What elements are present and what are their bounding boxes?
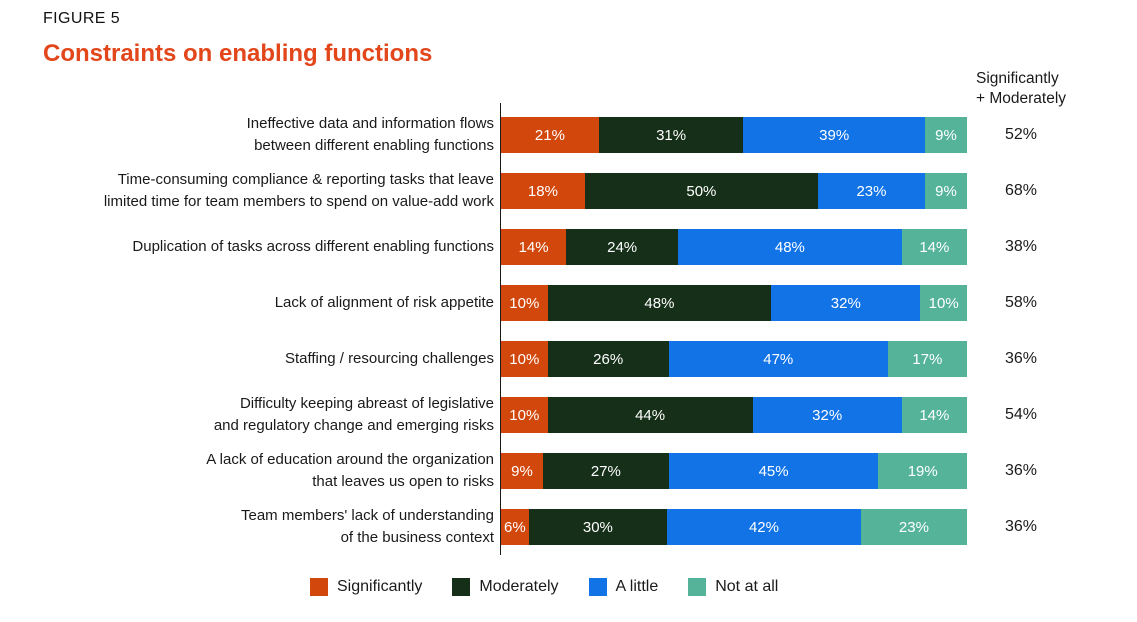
- chart-row: [0, 163, 1137, 219]
- bar-segment-value: 10%: [509, 294, 540, 312]
- bar-segment-value: 24%: [607, 238, 638, 256]
- bar-segment-value: 10%: [928, 294, 959, 312]
- category-label: [30, 331, 494, 387]
- chart-row: [0, 443, 1137, 499]
- bar-segment-value: 32%: [830, 294, 861, 312]
- bar-segment-significantly: [501, 229, 566, 265]
- combined-value: 36%: [1004, 350, 1038, 367]
- bar-segment-moderately: [548, 285, 772, 321]
- bar-segment-value: 27%: [590, 462, 621, 480]
- bar-segment-value: 21%: [534, 126, 565, 144]
- bar-segment-value: 14%: [919, 406, 950, 424]
- stacked-bar: [501, 397, 967, 433]
- bar-segment-value: 6%: [503, 518, 526, 536]
- legend-label: Not at all: [715, 578, 779, 595]
- chart-title: Constraints on enabling functions: [43, 40, 433, 67]
- bar-segment-moderately: [529, 509, 667, 545]
- legend-item-significantly: [310, 578, 422, 596]
- combined-column-header-line1: Significantly: [976, 70, 1059, 87]
- category-label-line: and regulatory change and emerging risks: [213, 417, 494, 434]
- bar-segment-a_little: [771, 285, 920, 321]
- bar-segment-value: 48%: [774, 238, 805, 256]
- category-label: [30, 443, 494, 499]
- bar-segment-significantly: [501, 117, 599, 153]
- category-label: [30, 163, 494, 219]
- bar-segment-not_at_all: [902, 397, 967, 433]
- stacked-bar: [501, 229, 967, 265]
- combined-value: 38%: [1004, 238, 1038, 255]
- category-label: [30, 499, 494, 555]
- legend-label: A little: [615, 578, 659, 595]
- stacked-bar: [501, 341, 967, 377]
- legend-label: Significantly: [337, 578, 423, 595]
- category-label: [30, 107, 494, 163]
- combined-value: 58%: [1004, 294, 1038, 311]
- bar-segment-moderately: [543, 453, 669, 489]
- stacked-bar: [501, 509, 967, 545]
- bar-segment-value: 44%: [635, 406, 666, 424]
- bar-segment-value: 18%: [527, 182, 558, 200]
- chart-legend: [310, 578, 778, 596]
- category-label-line: of the business context: [340, 529, 494, 546]
- bar-segment-not_at_all: [920, 285, 967, 321]
- bar-segment-value: 39%: [819, 126, 850, 144]
- combined-column-header-line2: + Moderately: [976, 90, 1067, 107]
- bar-segment-value: 45%: [758, 462, 789, 480]
- stacked-bar: [501, 285, 967, 321]
- bar-segment-moderately: [599, 117, 743, 153]
- category-label-line: Lack of alignment of risk appetite: [274, 294, 494, 311]
- combined-value: 52%: [1004, 126, 1038, 143]
- category-label: [30, 387, 494, 443]
- legend-item-not_at_all: [688, 578, 778, 596]
- bar-segment-value: 9%: [935, 126, 957, 144]
- category-label-line: Time-consuming compliance & reporting tasks that leave: [117, 171, 494, 188]
- combined-value: 36%: [1004, 462, 1038, 479]
- combined-column-header: [976, 69, 1066, 109]
- category-label-line: between different enabling functions: [254, 137, 494, 154]
- chart-row: [0, 499, 1137, 555]
- bar-segment-value: 42%: [748, 518, 779, 536]
- category-label-line: Staffing / resourcing challenges: [284, 350, 494, 367]
- legend-swatch-not_at_all: [688, 578, 706, 596]
- legend-swatch-a_little: [589, 578, 607, 596]
- chart-row: [0, 331, 1137, 387]
- bar-segment-value: 32%: [812, 406, 843, 424]
- bar-segment-value: 31%: [656, 126, 687, 144]
- bar-segment-value: 47%: [763, 350, 794, 368]
- bar-segment-significantly: [501, 285, 548, 321]
- bar-segment-moderately: [566, 229, 678, 265]
- stacked-bar: [501, 173, 967, 209]
- bar-segment-moderately: [548, 341, 669, 377]
- bar-segment-significantly: [501, 397, 548, 433]
- bar-segment-value: 10%: [509, 406, 540, 424]
- bar-segment-value: 9%: [935, 182, 957, 200]
- bar-segment-moderately: [548, 397, 753, 433]
- bar-segment-not_at_all: [925, 173, 967, 209]
- bar-segment-significantly: [501, 173, 585, 209]
- bar-segment-a_little: [669, 341, 888, 377]
- bar-segment-value: 48%: [644, 294, 675, 312]
- bar-segment-value: 10%: [509, 350, 540, 368]
- bar-segment-value: 50%: [686, 182, 717, 200]
- bar-segment-not_at_all: [861, 509, 967, 545]
- category-label-line: that leaves us open to risks: [312, 473, 494, 490]
- legend-item-a_little: [589, 578, 659, 596]
- legend-item-moderately: [452, 578, 558, 596]
- category-label-line: Difficulty keeping abreast of legislative: [239, 395, 494, 412]
- bar-segment-significantly: [501, 509, 529, 545]
- bar-segment-value: 14%: [919, 238, 950, 256]
- bar-segment-a_little: [667, 509, 861, 545]
- bar-segment-value: 9%: [511, 462, 533, 480]
- chart-row: [0, 387, 1137, 443]
- bar-segment-value: 23%: [856, 182, 887, 200]
- bar-segment-not_at_all: [888, 341, 967, 377]
- bar-segment-a_little: [678, 229, 902, 265]
- category-label-line: Ineffective data and information flows: [246, 115, 494, 132]
- chart-row: [0, 275, 1137, 331]
- chart-row: [0, 107, 1137, 163]
- stacked-bar: [501, 117, 967, 153]
- category-label-line: limited time for team members to spend on value-add work: [103, 193, 494, 210]
- chart-row: [0, 219, 1137, 275]
- bar-segment-value: 19%: [907, 462, 938, 480]
- bar-segment-significantly: [501, 341, 548, 377]
- category-label-line: Team members' lack of understanding: [241, 507, 494, 524]
- category-label: [30, 219, 494, 275]
- bar-segment-value: 17%: [912, 350, 943, 368]
- figure-label: FIGURE 5: [43, 10, 120, 27]
- stacked-bar: [501, 453, 967, 489]
- bar-segment-a_little: [753, 397, 902, 433]
- bar-segment-a_little: [743, 117, 925, 153]
- combined-value: 68%: [1004, 182, 1038, 199]
- bar-segment-a_little: [669, 453, 879, 489]
- bar-segment-value: 30%: [582, 518, 613, 536]
- category-label-line: A lack of education around the organization: [206, 451, 494, 468]
- bar-segment-moderately: [585, 173, 818, 209]
- combined-value: 54%: [1004, 406, 1038, 423]
- bar-segment-not_at_all: [925, 117, 967, 153]
- bar-segment-value: 23%: [898, 518, 929, 536]
- bar-segment-not_at_all: [902, 229, 967, 265]
- bar-segment-significantly: [501, 453, 543, 489]
- legend-swatch-moderately: [452, 578, 470, 596]
- bar-segment-value: 14%: [518, 238, 549, 256]
- legend-swatch-significantly: [310, 578, 328, 596]
- category-label: [30, 275, 494, 331]
- combined-value: 36%: [1004, 518, 1038, 535]
- legend-label: Moderately: [479, 578, 559, 595]
- bar-segment-value: 26%: [593, 350, 624, 368]
- bar-segment-not_at_all: [878, 453, 967, 489]
- bar-segment-a_little: [818, 173, 925, 209]
- category-label-line: Duplication of tasks across different enabling functions: [132, 238, 494, 255]
